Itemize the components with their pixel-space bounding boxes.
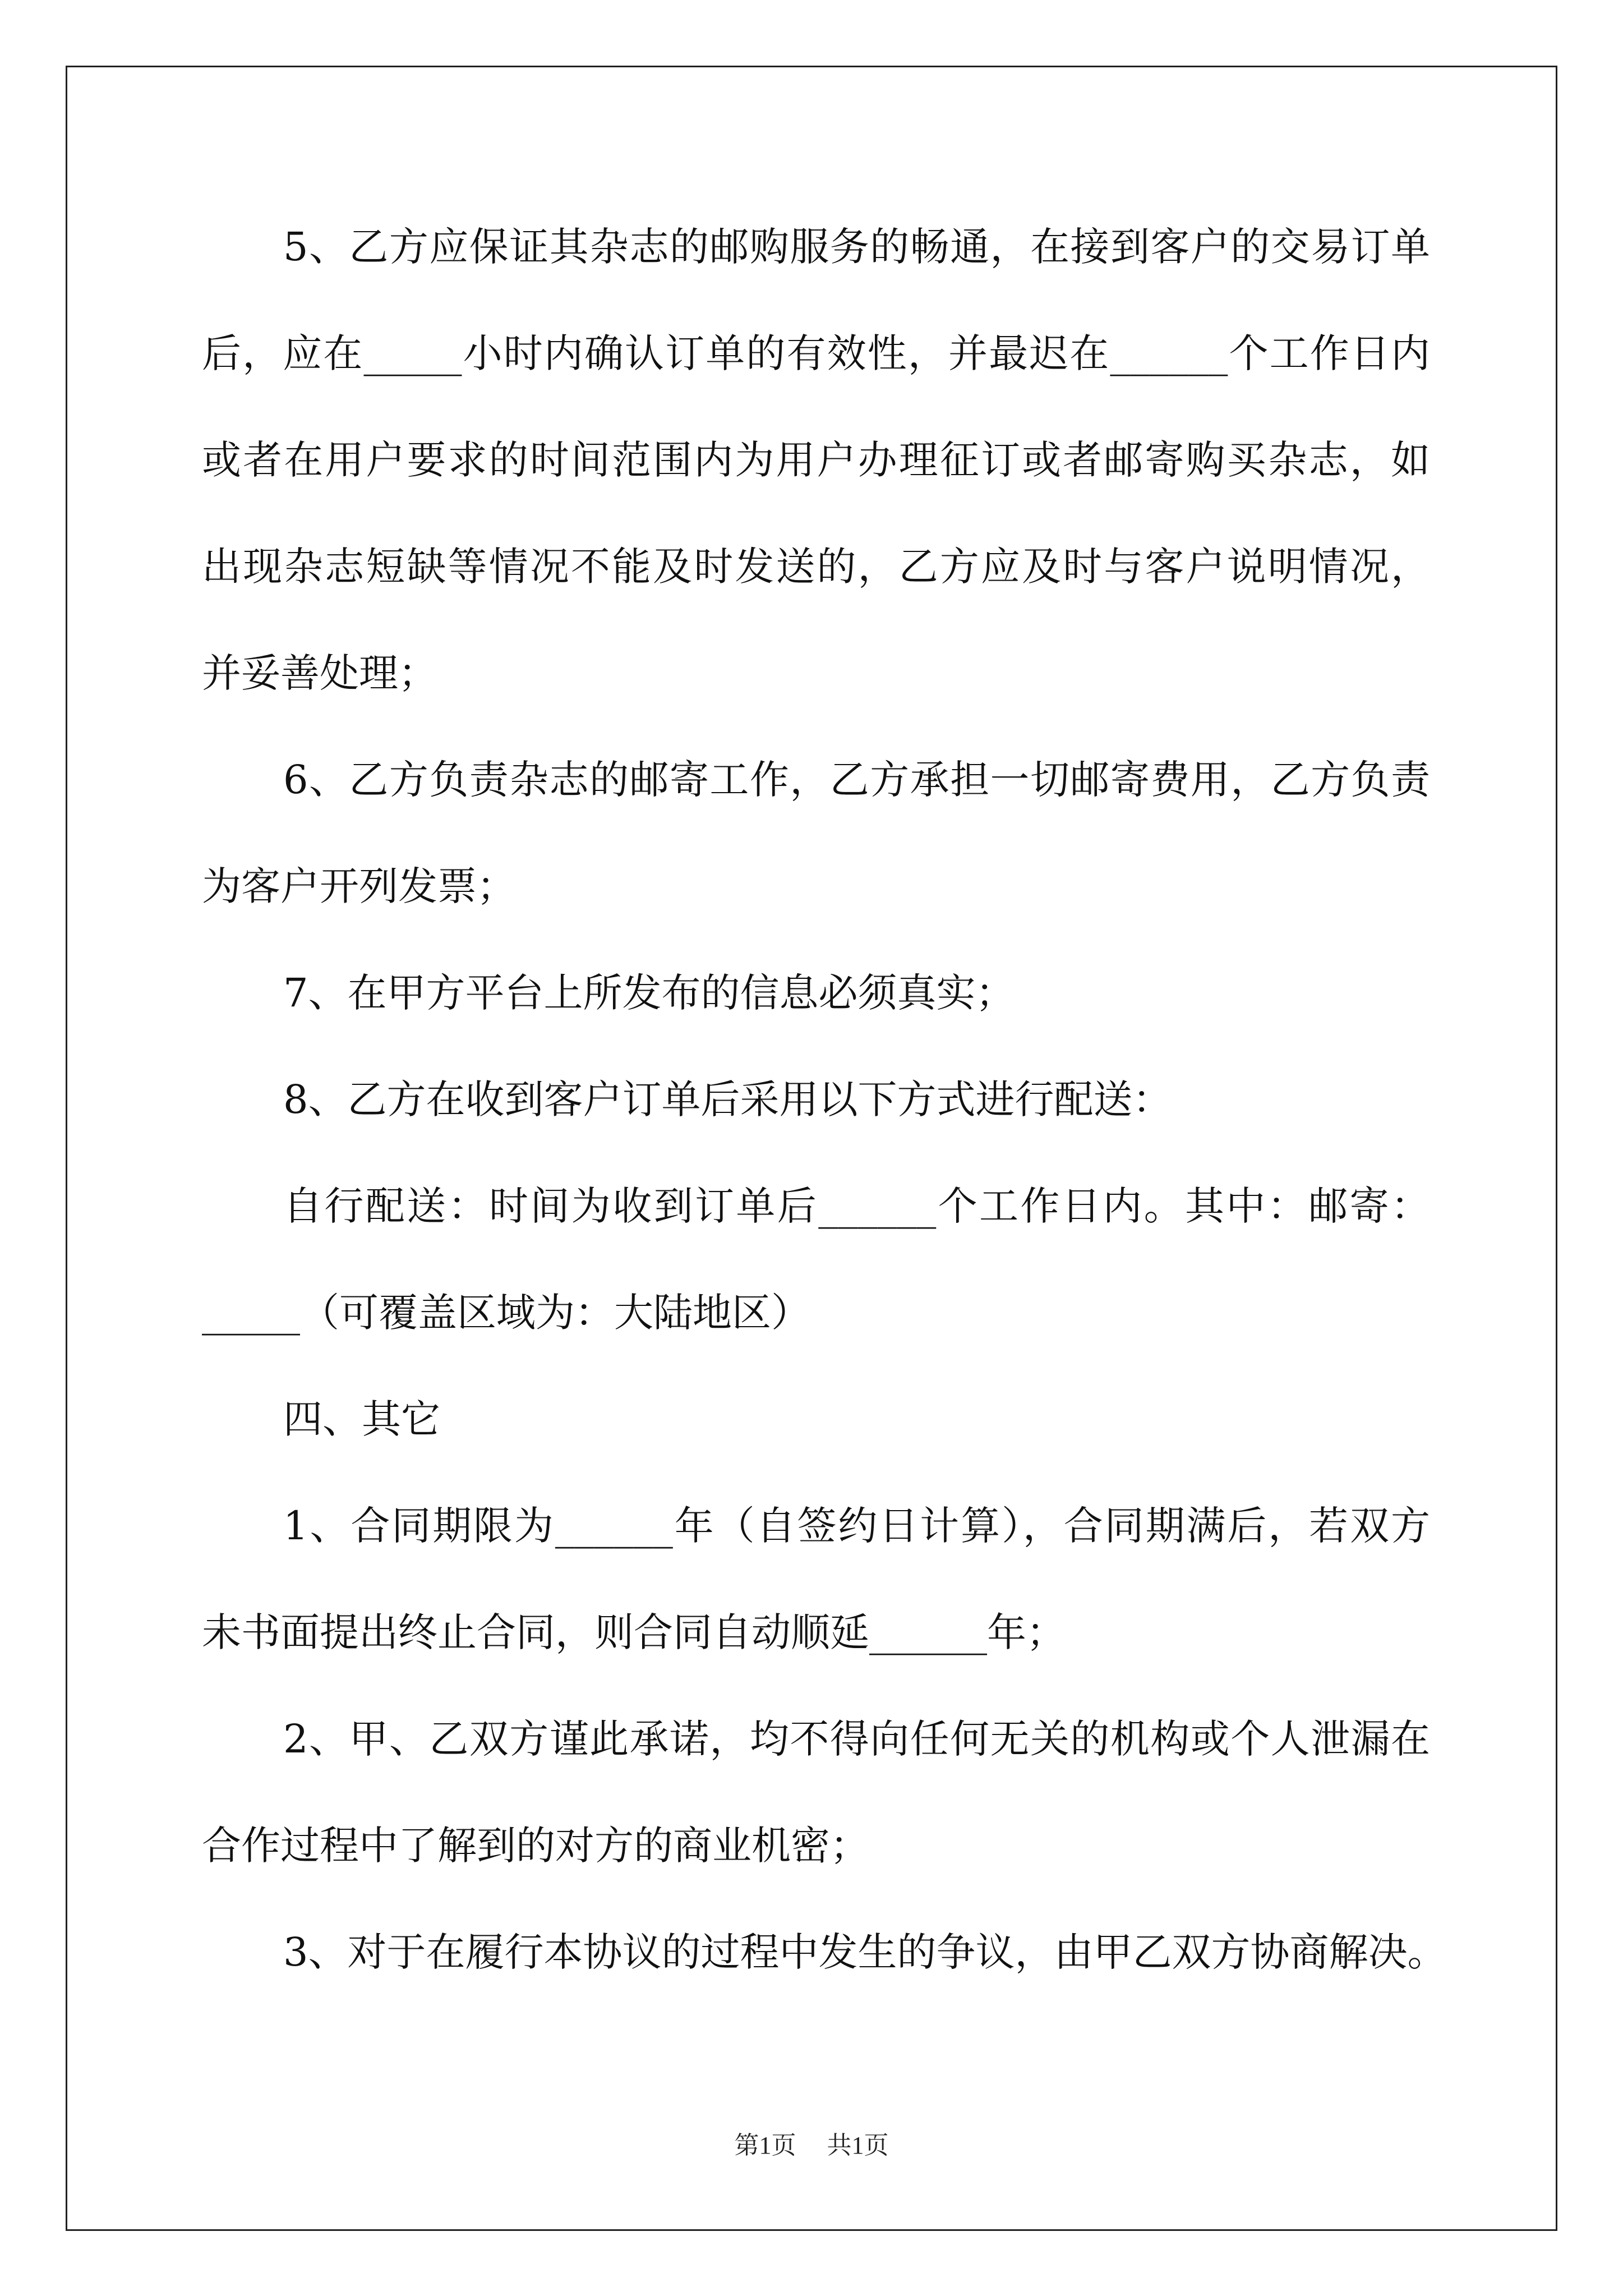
page-frame <box>66 66 1557 2231</box>
text-line: 合作过程中了解到的对方的商业机密； <box>202 1823 869 1869</box>
page-number: 第1页 <box>734 2132 796 2159</box>
text-line: 未书面提出终止合同，则合同自动顺延______年； <box>202 1609 1066 1655</box>
text-line: 7、在甲方平台上所发布的信息必须真实； <box>283 970 1015 1016</box>
text-line: _____（可覆盖区域为：大陆地区） <box>202 1290 810 1336</box>
text-line: 为客户开列发票； <box>202 863 516 909</box>
text-line: 2、甲、乙双方谨此承诺，均不得向任何无关的机构或个人泄漏在 <box>283 1716 1430 1762</box>
text-line: 并妥善处理； <box>202 650 437 696</box>
text-line: 后，应在_____小时内确认订单的有效性，并最迟在______个工作日内 <box>202 330 1430 376</box>
text-line: 出现杂志短缺等情况不能及时发送的，乙方应及时与客户说明情况， <box>202 544 1430 590</box>
page-footer <box>0 2129 1623 2162</box>
section-heading: 四、其它 <box>283 1396 440 1442</box>
text-line: 或者在用户要求的时间范围内为用户办理征订或者邮寄购买杂志，如 <box>202 437 1430 483</box>
text-line: 6、乙方负责杂志的邮寄工作，乙方承担一切邮寄费用，乙方负责 <box>283 757 1430 803</box>
page-total: 共1页 <box>827 2132 889 2159</box>
text-line: 8、乙方在收到客户订单后采用以下方式进行配送： <box>283 1076 1172 1122</box>
text-line: 自行配送：时间为收到订单后______个工作日内。其中：邮寄： <box>283 1183 1430 1229</box>
text-line: 1、合同期限为______年（自签约日计算），合同期满后，若双方 <box>283 1503 1430 1549</box>
text-line: 5、乙方应保证其杂志的邮购服务的畅通，在接到客户的交易订单 <box>283 224 1430 270</box>
text-line: 3、对于在履行本协议的过程中发生的争议，由甲乙双方协商解决。 <box>283 1929 1447 1975</box>
